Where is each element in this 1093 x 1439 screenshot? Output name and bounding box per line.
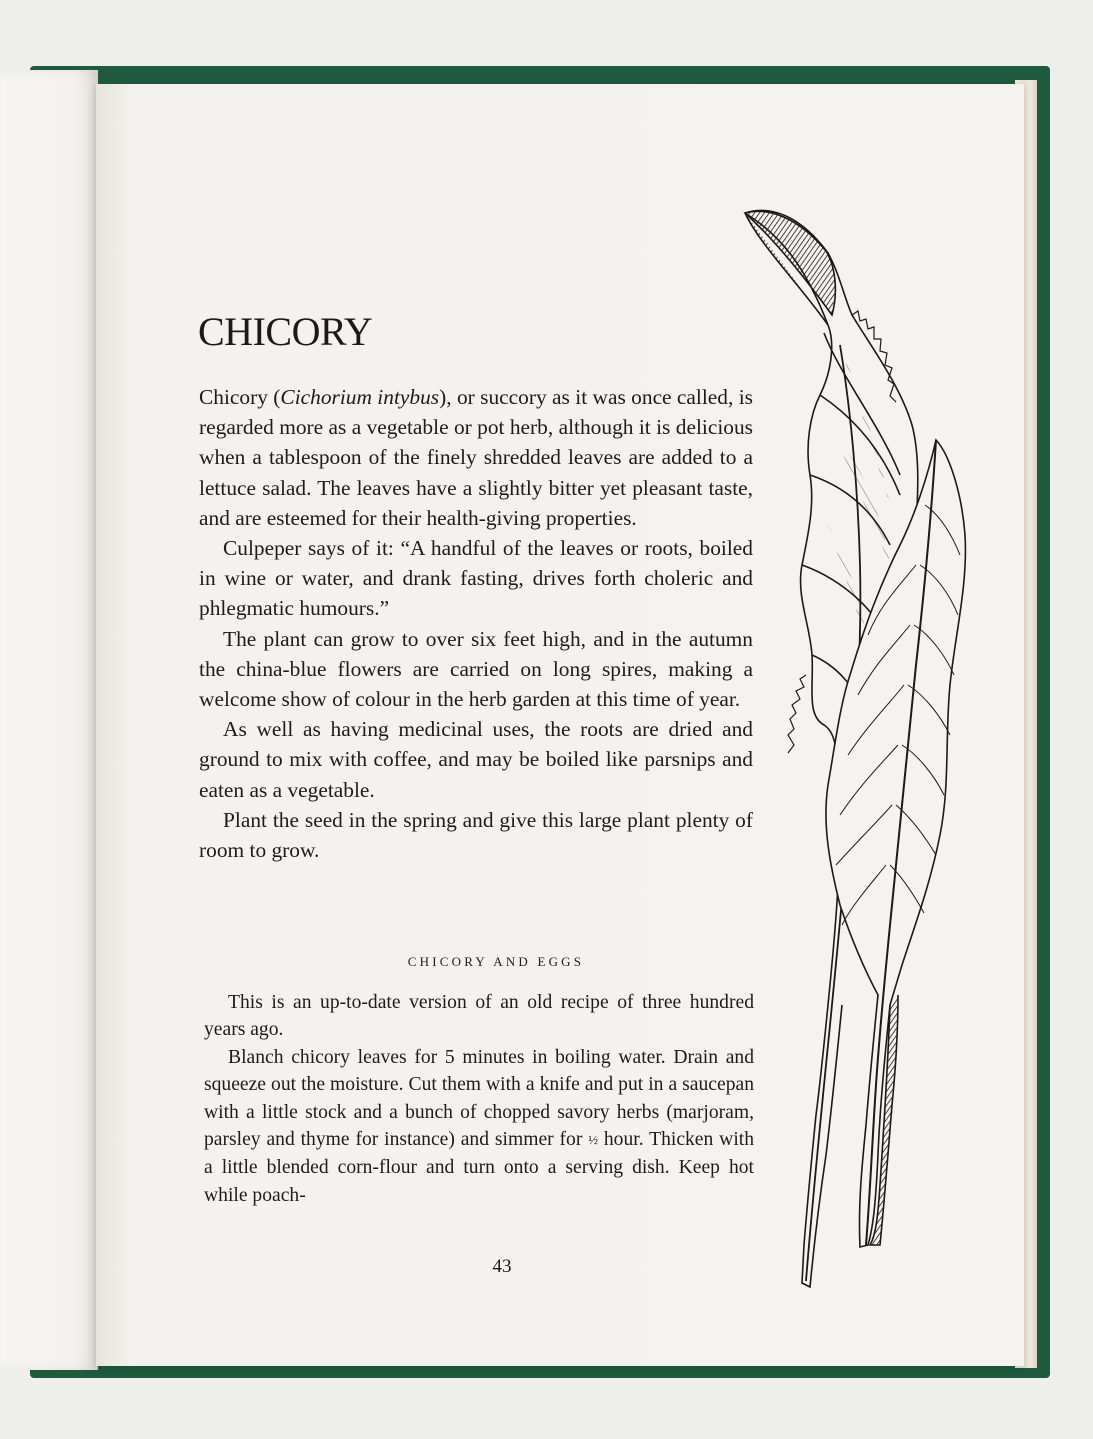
- recipe-paragraph-1: This is an up-to-date version of an old recipe of three hundred years ago.: [204, 992, 754, 1041]
- paragraph-3: The plant can grow to over six feet high, and in the autumn the china-blue flowers are carried on long spires, making a welcome show of colour in the herb garden at this time of year.: [199, 626, 753, 712]
- page-number: 43: [492, 1256, 512, 1277]
- paragraph-1: [199, 382, 753, 533]
- half-fraction: ½: [588, 1132, 598, 1148]
- body-text: [199, 382, 753, 865]
- botanical-name: Cichorium intybus: [280, 385, 440, 409]
- paragraph-2: Culpeper says of it: “A handful of the leaves or roots, boiled in wine or water, and drank fasting, drives forth choleric and phlegmatic humours.”: [199, 536, 753, 621]
- left-page: [0, 70, 98, 1370]
- paragraph-4: As well as having medicinal uses, the roots are dried and ground to mix with coffee, and may be boiled like parsnips and eaten as a vegetable.: [199, 717, 753, 802]
- recipe-paragraph-2-after: hour. Thicken with a little blended corn-flour and turn onto a serving dish. Keep hot while poach-: [204, 1129, 755, 1206]
- recipe-text: [204, 989, 754, 1209]
- chicory-leaf-icon: [740, 205, 975, 1295]
- recipe-paragraph-2: [204, 1044, 754, 1209]
- recipe-heading: CHICORY AND EGGS: [407, 954, 585, 969]
- page-title: CHICORY: [198, 309, 373, 354]
- paragraph-5: Plant the seed in the spring and give this large plant plenty of room to grow.: [199, 807, 753, 863]
- paragraph-1-rest: ), or succory as it was once called, is regarded more as a vegetable or pot herb, although it is delicious when a tablespoon of the finely shredded leaves are added to a lettuce salad. The leaves have a slightly bitter yet pleasant taste, and are esteemed for their health-giving properties.: [199, 385, 753, 530]
- recipe-paragraph-2-before: Blanch chicory leaves for 5 minutes in boiling water. Drain and squeeze out the moisture. Cut them with a knife and put in a saucepan with a little stock and a bunch of chopped savory herbs (marjoram, parsley and thyme for instance) and simmer for: [204, 1046, 754, 1151]
- paragraph-1-lead: Chicory (: [199, 385, 281, 409]
